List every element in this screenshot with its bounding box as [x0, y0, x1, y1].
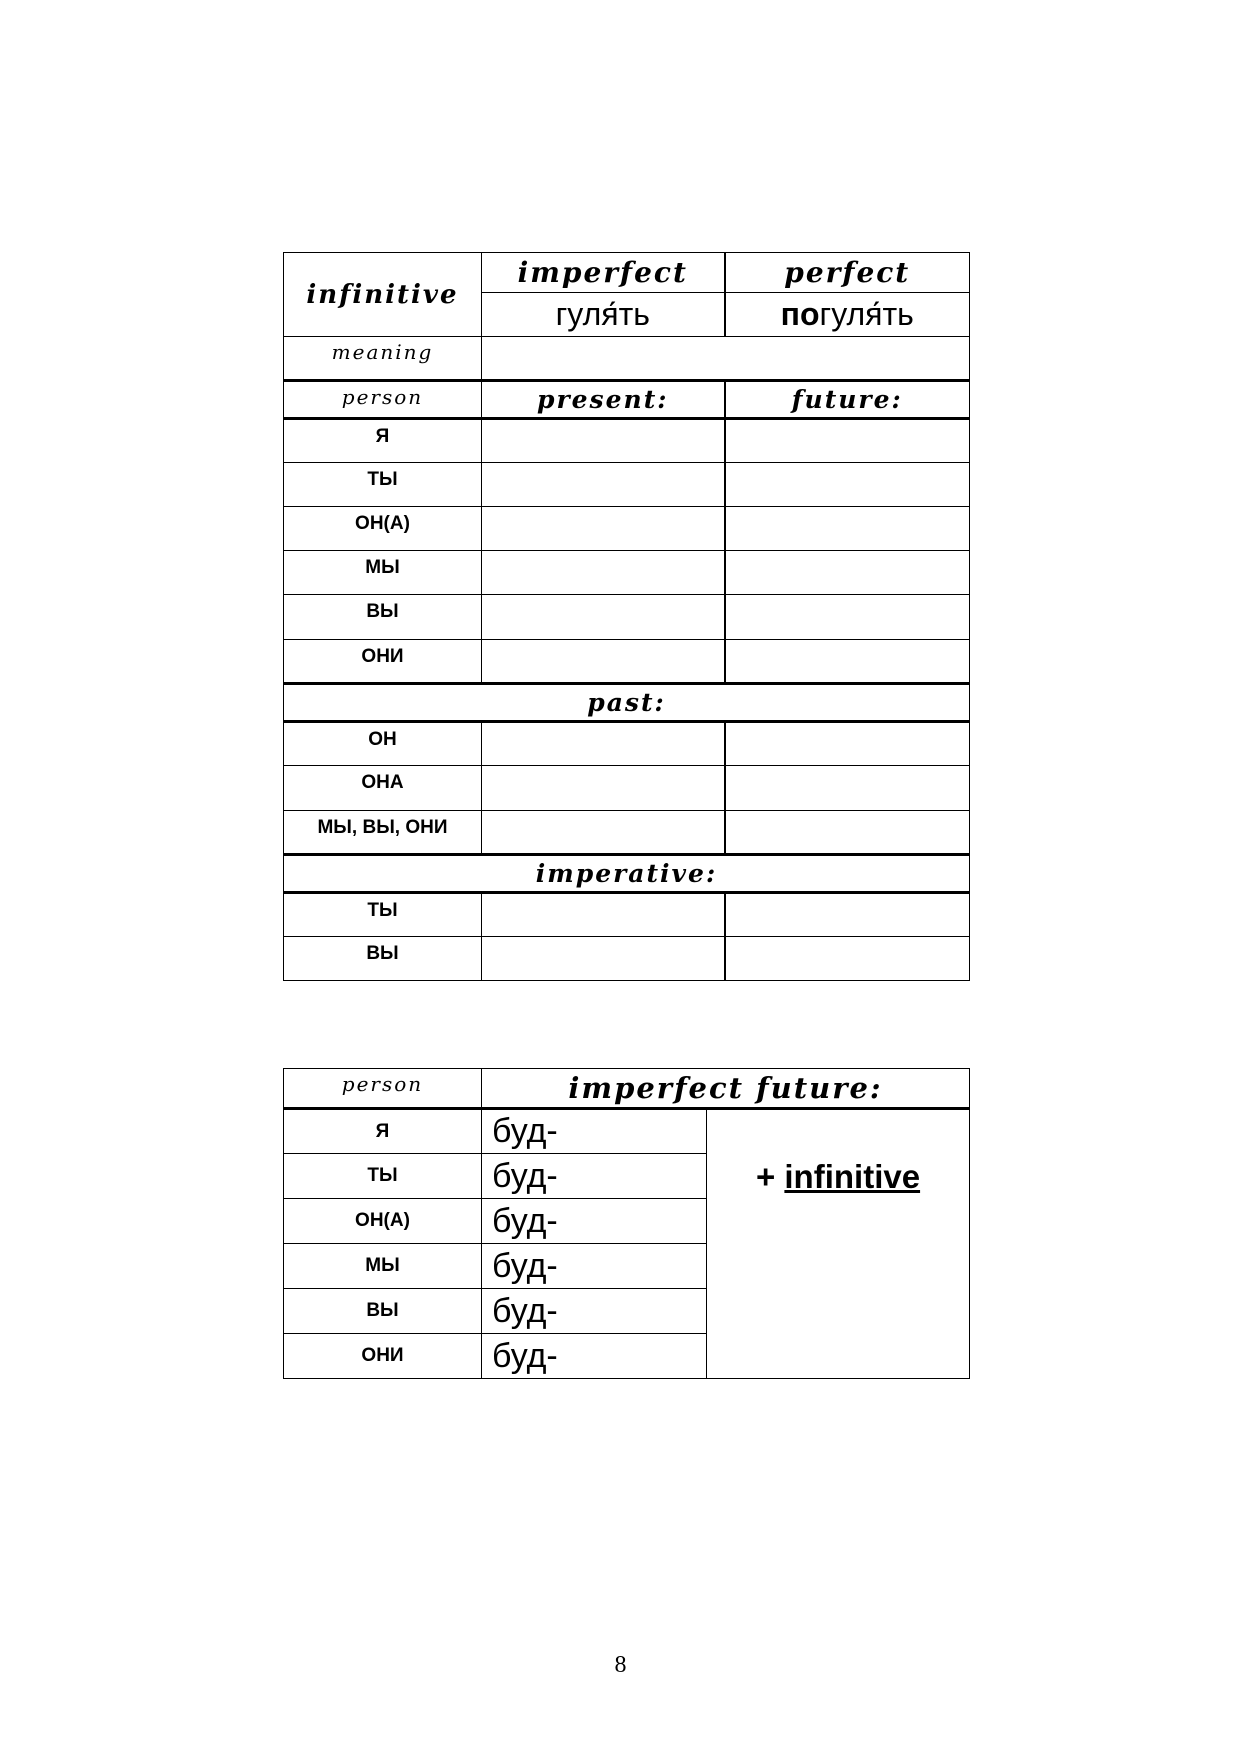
past-perfect-cell: [725, 766, 970, 811]
future-cell: [725, 419, 970, 463]
plus-sign: +: [755, 1158, 785, 1195]
past-imperfect-cell: [482, 811, 725, 855]
imperative-perfect-cell: [725, 893, 970, 937]
person-label: person: [341, 1072, 424, 1096]
person-label-cell: [284, 1069, 482, 1109]
future-cell: [725, 507, 970, 551]
person-cell: Я: [284, 1109, 482, 1154]
past-header-cell: [284, 684, 970, 722]
meaning-label: meaning: [331, 340, 434, 364]
table-row: [284, 811, 970, 855]
present-cell: [482, 595, 725, 640]
imperative-imperfect-cell: [482, 893, 725, 937]
person-cell: ОН(А): [284, 507, 482, 551]
past-label: past:: [587, 687, 666, 717]
imperfect-verb: гуля́ть: [555, 296, 650, 332]
present-cell: [482, 551, 725, 595]
table-row: [284, 507, 970, 551]
present-cell: [482, 463, 725, 507]
present-cell: [482, 419, 725, 463]
aux-cell: буд-: [482, 1289, 707, 1334]
person-cell: ОНИ: [284, 640, 482, 684]
infinitive-word: infinitive: [784, 1158, 921, 1195]
perfect-prefix: по: [780, 296, 820, 332]
person-cell: ТЫ: [284, 893, 482, 937]
table-row: [284, 1109, 970, 1154]
future-cell: [725, 551, 970, 595]
imperative-header-cell: [284, 855, 970, 893]
person-cell: ВЫ: [284, 937, 482, 981]
person-label-cell: [284, 381, 482, 419]
aux-cell: буд-: [482, 1199, 707, 1244]
table-row: [284, 722, 970, 766]
meaning-label-cell: [284, 337, 482, 381]
table-row: [284, 463, 970, 507]
past-imperfect-cell: [482, 722, 725, 766]
table-row: [284, 893, 970, 937]
person-cell: ВЫ: [284, 1289, 482, 1334]
aux-cell: буд-: [482, 1109, 707, 1154]
aux-cell: буд-: [482, 1334, 707, 1379]
past-perfect-cell: [725, 811, 970, 855]
person-cell: МЫ, ВЫ, ОНИ: [284, 811, 482, 855]
future-cell: [725, 595, 970, 640]
aux-cell: буд-: [482, 1244, 707, 1289]
perfect-header-cell: [725, 253, 970, 293]
plus-infinitive-cell: [707, 1109, 970, 1379]
perfect-verb-cell: [725, 293, 970, 337]
present-cell: [482, 640, 725, 684]
present-label: present:: [537, 384, 669, 414]
perfect-stem: гуля́ть: [819, 296, 914, 332]
person-cell: ТЫ: [284, 463, 482, 507]
meaning-cell: [482, 337, 970, 381]
person-cell: ОНИ: [284, 1334, 482, 1379]
infinitive-label-cell: [284, 253, 482, 337]
table-row: [284, 419, 970, 463]
person-cell: Я: [284, 419, 482, 463]
imperfect-label: imperfect: [517, 256, 688, 289]
table-row: [284, 551, 970, 595]
future-cell: [725, 463, 970, 507]
infinitive-label: infinitive: [306, 279, 459, 310]
imperfect-verb-cell: [482, 293, 725, 337]
person-label: person: [341, 385, 424, 409]
imperative-perfect-cell: [725, 937, 970, 981]
past-imperfect-cell: [482, 766, 725, 811]
future-cell: [725, 640, 970, 684]
past-perfect-cell: [725, 722, 970, 766]
table-row: [284, 595, 970, 640]
person-cell: ОНА: [284, 766, 482, 811]
imperative-label: imperative:: [535, 858, 718, 888]
page-number: 8: [614, 1652, 627, 1678]
table-row: [284, 937, 970, 981]
imperfect-future-label: imperfect future:: [568, 1071, 883, 1105]
person-cell: ТЫ: [284, 1154, 482, 1199]
table-row: [284, 640, 970, 684]
person-cell: ВЫ: [284, 595, 482, 640]
aux-cell: буд-: [482, 1154, 707, 1199]
imperfect-future-header-cell: [482, 1069, 970, 1109]
present-header-cell: [482, 381, 725, 419]
imperfect-future-table: [283, 1068, 970, 1379]
imperfect-header-cell: [482, 253, 725, 293]
conjugation-table: [283, 252, 970, 981]
table-row: [284, 766, 970, 811]
person-cell: МЫ: [284, 551, 482, 595]
present-cell: [482, 507, 725, 551]
imperative-imperfect-cell: [482, 937, 725, 981]
person-cell: ОН: [284, 722, 482, 766]
perfect-label: perfect: [784, 256, 911, 289]
future-header-cell: [725, 381, 970, 419]
person-cell: ОН(А): [284, 1199, 482, 1244]
person-cell: МЫ: [284, 1244, 482, 1289]
future-label: future:: [791, 384, 903, 414]
